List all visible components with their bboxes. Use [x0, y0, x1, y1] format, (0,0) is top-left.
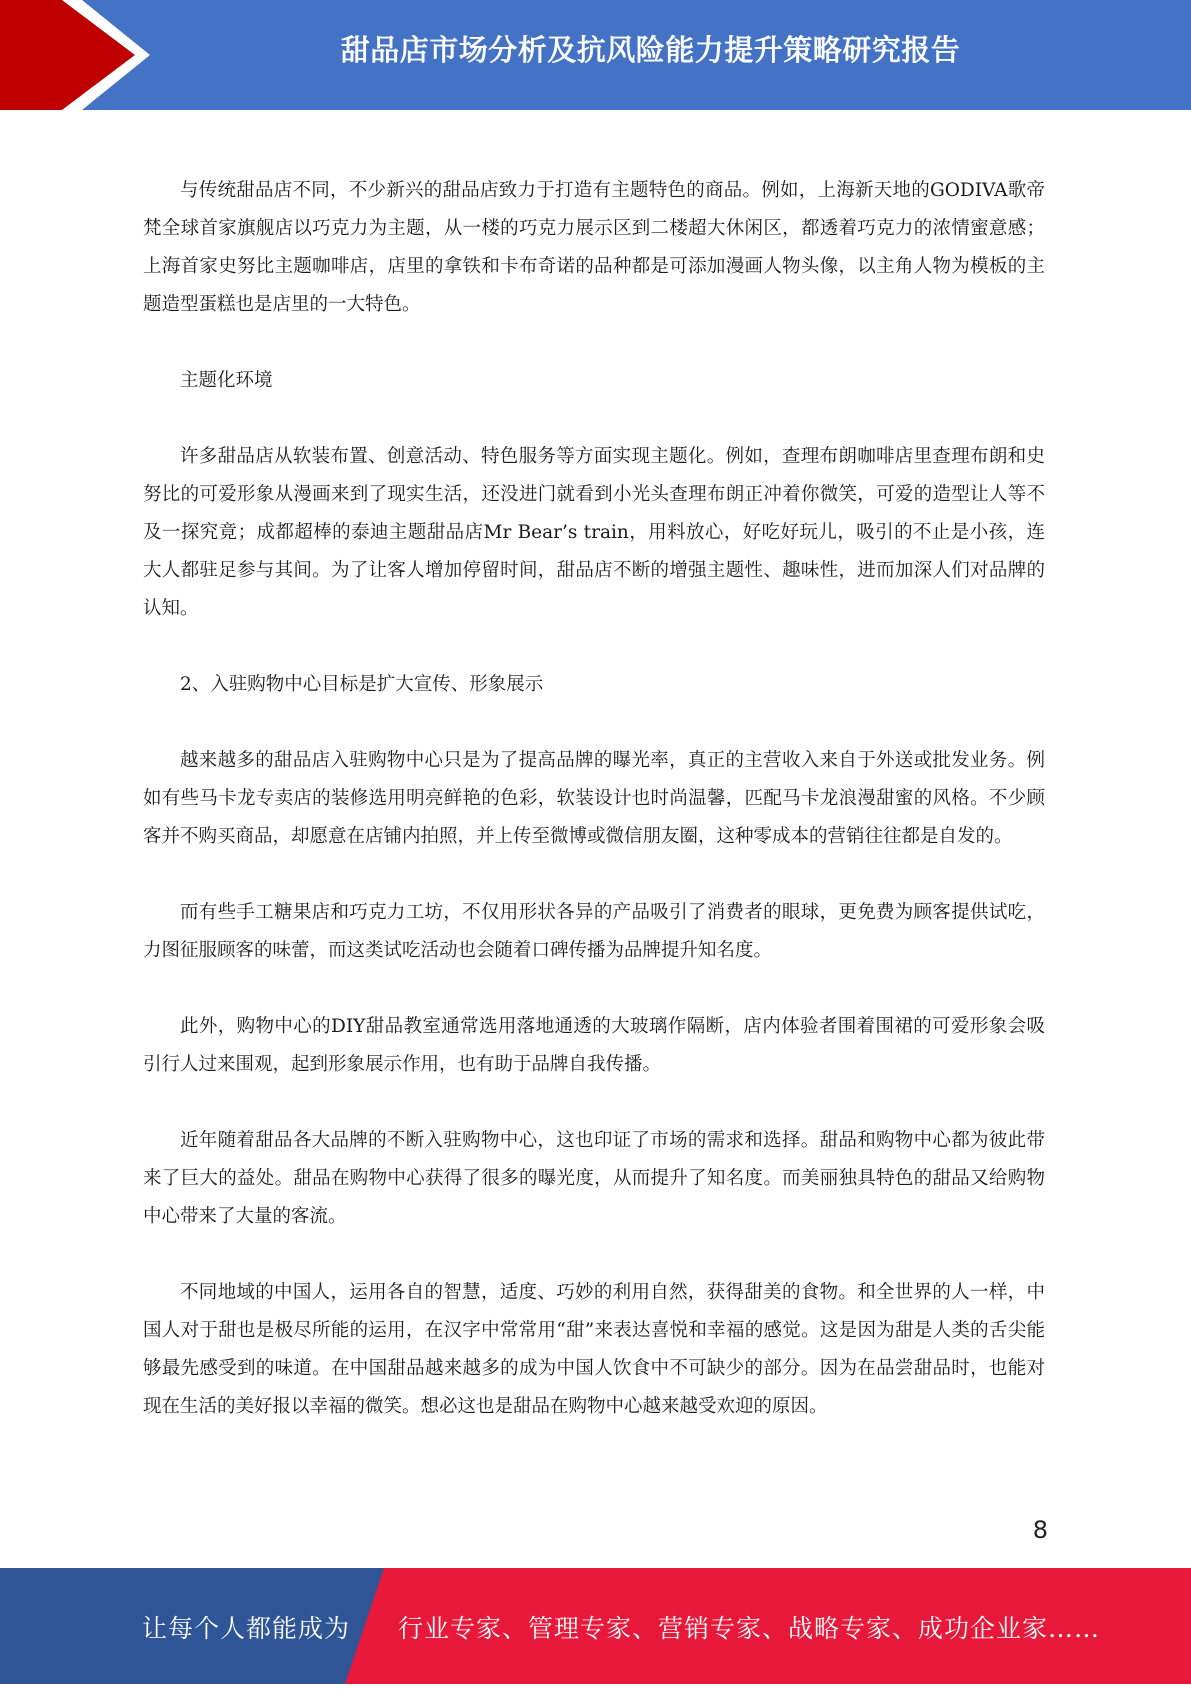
paragraph: 许多甜品店从软装布置、创意活动、特色服务等方面实现主题化。例如，查理布朗咖啡店里查理布朗和史努比的可爱形象从漫画来到了现实生活，还没进门就看到小光头查理布朗正冲着你微笑，可爱的造型让人等不及一探究竟；成都超棒的泰迪主题甜品店Mr Bear’s train，用料放心，好吃好玩儿，吸引的不止是小孩，连大人都驻足参与其间。为了让客人增加停留时间，甜品店不断的增强主题性、趣味性，进而加深人们对品牌的认知。: [143, 446, 1045, 619]
paragraph: 此外，购物中心的DIY甜品教室通常选用落地通透的大玻璃作隔断，店内体验者围着围裙的可爱形象会吸引行人过来围观，起到形象展示作用，也有助于品牌自我传播。: [143, 1016, 1045, 1075]
paragraph: 越来越多的甜品店入驻购物中心只是为了提高品牌的曝光率，真正的主营收入来自于外送或批发业务。例如有些马卡龙专卖店的装修选用明亮鲜艳的色彩，软装设计也时尚温馨，匹配马卡龙浪漫甜蜜的风格。不少顾客并不购买商品，却愿意在店铺内拍照，并上传至微博或微信朋友圈，这种零成本的营销往往都是自发的。: [143, 750, 1045, 847]
page-footer: [0, 1568, 1191, 1684]
footer-slogan-right: 行业专家、管理专家、营销专家、战略专家、成功企业家……: [398, 1614, 1101, 1643]
report-body: [143, 172, 1045, 1464]
page-header: [0, 0, 1191, 110]
paragraph: 不同地域的中国人，运用各自的智慧，适度、巧妙的利用自然，获得甜美的食物。和全世界的人一样，中国人对于甜也是极尽所能的运用，在汉字中常常用“甜”来表达喜悦和幸福的感觉。这是因为甜是人类的舌尖能够最先感受到的味道。在中国甜品越来越多的成为中国人饮食中不可缺少的部分。因为在品尝甜品时，也能对现在生活的美好报以幸福的微笑。想必这也是甜品在购物中心越来越受欢迎的原因。: [143, 1282, 1045, 1417]
paragraph: 与传统甜品店不同，不少新兴的甜品店致力于打造有主题特色的商品。例如，上海新天地的GODIVA歌帝梵全球首家旗舰店以巧克力为主题，从一楼的巧克力展示区到二楼超大休闲区，都透着巧克力的浓情蜜意感；上海首家史努比主题咖啡店，店里的拿铁和卡布奇诺的品种都是可添加漫画人物头像，以主角人物为模板的主题造型蛋糕也是店里的一大特色。: [143, 180, 1045, 315]
section-heading: 2、入驻购物中心目标是扩大宣传、形象展示: [180, 674, 544, 695]
footer-slogan-left: 让每个人都能成为: [142, 1614, 351, 1643]
section-heading: 主题化环境: [180, 370, 273, 391]
report-title: 甜品店市场分析及抗风险能力提升策略研究报告: [340, 33, 961, 67]
paragraph: 近年随着甜品各大品牌的不断入驻购物中心，这也印证了市场的需求和选择。甜品和购物中心都为彼此带来了巨大的益处。甜品在购物中心获得了很多的曝光度，从而提升了知名度。而美丽独具特色的甜品又给购物中心带来了大量的客流。: [143, 1130, 1045, 1227]
paragraph: 而有些手工糖果店和巧克力工坊，不仅用形状各异的产品吸引了消费者的眼球，更免费为顾客提供试吃，力图征服顾客的味蕾，而这类试吃活动也会随着口碑传播为品牌提升知名度。: [143, 902, 1045, 961]
page-number: 8: [1032, 1516, 1048, 1544]
